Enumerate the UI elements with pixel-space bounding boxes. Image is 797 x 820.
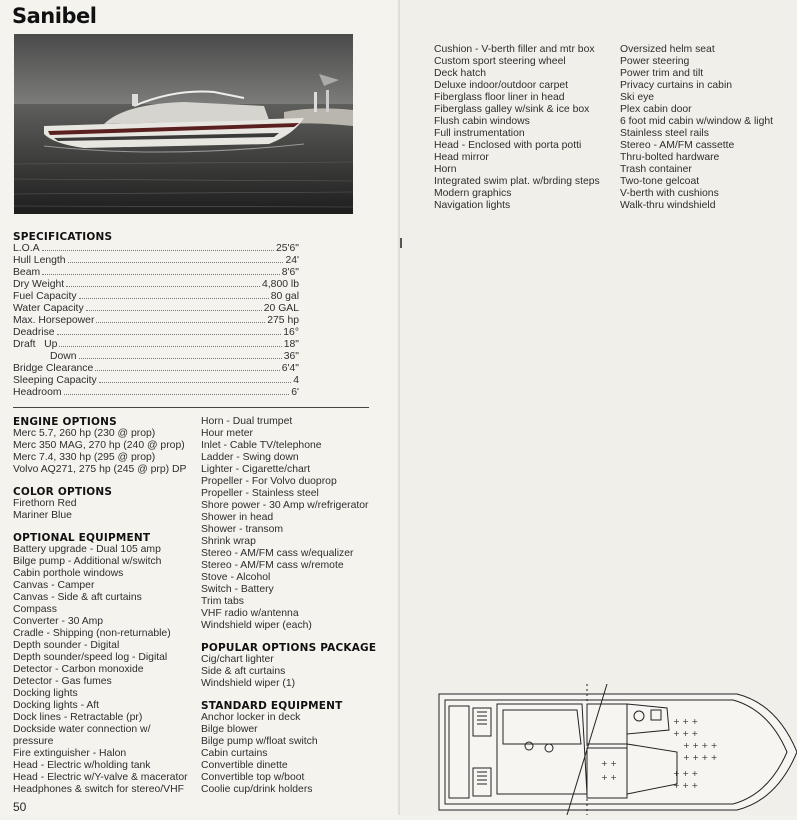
optional-item: Battery upgrade - Dual 105 amp [13, 544, 161, 555]
leader-dots [79, 358, 282, 359]
boat-photo [14, 34, 353, 214]
specifications-heading: SPECIFICATIONS [13, 231, 113, 243]
popular-option: Windshield wiper (1) [201, 678, 296, 689]
optional-item: pressure [13, 736, 54, 747]
svg-text:+ +: + + [601, 773, 617, 782]
standard-item: Full instrumentation [434, 128, 525, 139]
standard-item: Stainless steel rails [620, 128, 709, 139]
standard-item: Fiberglass floor liner in head [434, 92, 565, 103]
optional-item: Cradle - Shipping (non-returnable) [13, 628, 171, 639]
optional-item: Headphones & switch for stereo/VHF [13, 784, 184, 795]
standard-item: Power trim and tilt [620, 68, 704, 79]
spec-row [13, 243, 299, 255]
spec-label: Water Capacity [13, 303, 84, 314]
standard-equipment-heading: STANDARD EQUIPMENT [201, 700, 343, 712]
standard-item: Deck hatch [434, 68, 486, 79]
popular-option: Side & aft curtains [201, 666, 286, 677]
svg-text:+ + +: + + + [673, 781, 699, 790]
optional-item: Shore power - 30 Amp w/refrigerator [201, 500, 369, 511]
optional-item: Detector - Carbon monoxide [13, 664, 144, 675]
standard-equipment-column-2 [620, 44, 795, 212]
standard-item: Power steering [620, 56, 690, 67]
optional-item: Compass [13, 604, 57, 615]
leader-dots [42, 274, 280, 275]
spec-value: 16° [283, 327, 299, 338]
engine-option: Volvo AQ271, 275 hp (245 @ prp) DP [13, 464, 187, 475]
optional-item: Trim tabs [201, 596, 244, 607]
standard-item: Convertible dinette [201, 760, 288, 771]
deck-plan-illustration [437, 684, 797, 815]
standard-item: Head mirror [434, 152, 489, 163]
standard-item: Plex cabin door [620, 104, 692, 115]
optional-item: Cabin porthole windows [13, 568, 124, 579]
optional-item: Head - Electric w/holding tank [13, 760, 151, 771]
optional-item: Inlet - Cable TV/telephone [201, 440, 322, 451]
optional-item: Ladder - Swing down [201, 452, 299, 463]
standard-item: Flush cabin windows [434, 116, 530, 127]
spec-row [13, 267, 299, 279]
spec-row [13, 303, 299, 315]
standard-item: Anchor locker in deck [201, 712, 301, 723]
optional-item: Canvas - Camper [13, 580, 95, 591]
spec-value: 4,800 lb [262, 279, 299, 290]
spec-label: Max. Horsepower [13, 315, 95, 326]
spec-value: 275 hp [267, 315, 299, 326]
spec-row [13, 387, 299, 399]
optional-item: Detector - Gas fumes [13, 676, 112, 687]
optional-item: VHF radio w/antenna [201, 608, 299, 619]
spec-row [13, 315, 299, 327]
optional-item: Lighter - Cigarette/chart [201, 464, 311, 475]
spec-label: Bridge Clearance [13, 363, 94, 374]
spec-row [13, 255, 299, 267]
optional-item: Shower in head [201, 512, 274, 523]
page-number: 50 [13, 800, 27, 814]
spec-value: 36" [283, 351, 299, 362]
spec-label: Draft Up [13, 339, 58, 350]
color-options-heading: COLOR OPTIONS [13, 486, 113, 498]
svg-text:+ + + +: + + + + [683, 753, 718, 762]
standard-item: Convertible top w/boot [201, 772, 305, 783]
standard-equipment-column-1 [434, 44, 624, 212]
standard-item: Modern graphics [434, 188, 512, 199]
standard-item: Two-tone gelcoat [620, 176, 700, 187]
spec-value: 8'6" [281, 267, 299, 278]
spec-row [13, 339, 299, 351]
leader-dots [79, 298, 269, 299]
optional-item: Propeller - For Volvo duoprop [201, 476, 337, 487]
standard-item: Cabin curtains [201, 748, 268, 759]
optional-item: Shrink wrap [201, 536, 256, 547]
optional-item: Shower - transom [201, 524, 283, 535]
spec-row [13, 363, 299, 375]
optional-item: Canvas - Side & aft curtains [13, 592, 142, 603]
optional-item: Dock lines - Retractable (pr) [13, 712, 143, 723]
boat-photo-illustration [14, 34, 353, 214]
standard-item: Head - Enclosed with porta potti [434, 140, 582, 151]
spec-label: Beam [13, 267, 41, 278]
optional-item: Stove - Alcohol [201, 572, 271, 583]
standard-item: Deluxe indoor/outdoor carpet [434, 80, 569, 91]
standard-item: Horn [434, 164, 457, 175]
optional-item: Switch - Battery [201, 584, 274, 595]
standard-item: Custom sport steering wheel [434, 56, 566, 67]
leader-dots [59, 346, 281, 347]
leader-dots [95, 370, 279, 371]
leader-dots [64, 394, 290, 395]
standard-item: Walk-thru windshield [620, 200, 716, 211]
optional-item: Windshield wiper (each) [201, 620, 312, 631]
deck-plan-drawing [437, 684, 797, 815]
optional-equipment-heading: OPTIONAL EQUIPMENT [13, 532, 151, 544]
spec-value: 25'6" [275, 243, 299, 254]
standard-item: V-berth with cushions [620, 188, 719, 199]
engine-option: Merc 7.4, 330 hp (295 @ prop) [13, 452, 156, 463]
spec-label: L.O.A [13, 243, 40, 254]
optional-item: Horn - Dual trumpet [201, 416, 293, 427]
standard-item: Navigation lights [434, 200, 511, 211]
spec-label: Down [50, 351, 77, 362]
optional-item: Stereo - AM/FM cass w/equalizer [201, 548, 354, 559]
spec-value: 6'4" [281, 363, 299, 374]
leader-dots [68, 262, 284, 263]
spec-value: 80 gal [270, 291, 299, 302]
spec-row [13, 279, 299, 291]
spec-row [13, 291, 299, 303]
engine-option: Merc 350 MAG, 270 hp (240 @ prop) [13, 440, 185, 451]
left-page [0, 0, 400, 815]
popular-options-heading: POPULAR OPTIONS PACKAGE [201, 642, 377, 654]
standard-item: 6 foot mid cabin w/window & light [620, 116, 774, 127]
optional-item: Propeller - Stainless steel [201, 488, 319, 499]
spec-row [13, 375, 299, 387]
standard-item: Coolie cup/drink holders [201, 784, 313, 795]
specifications-table [13, 243, 299, 399]
spec-label: Dry Weight [13, 279, 65, 290]
leader-dots [86, 310, 262, 311]
spec-label: Headroom [13, 387, 62, 398]
standard-item: Fiberglass galley w/sink & ice box [434, 104, 590, 115]
optional-item: Converter - 30 Amp [13, 616, 104, 627]
optional-item: Head - Electric w/Y-valve & macerator [13, 772, 188, 783]
popular-option: Cig/chart lighter [201, 654, 274, 665]
spec-value: 20 GAL [263, 303, 299, 314]
optional-item: Fire extinguisher - Halon [13, 748, 127, 759]
options-column-2 [201, 416, 391, 796]
engine-options-heading: ENGINE OPTIONS [13, 416, 117, 428]
standard-item: Thru-bolted hardware [620, 152, 720, 163]
spec-label: Hull Length [13, 255, 66, 266]
standard-item: Stereo - AM/FM cassette [620, 140, 735, 151]
spec-value: 24' [285, 255, 299, 266]
svg-text:+ +: + + [601, 759, 617, 768]
svg-text:+ + +: + + + [673, 769, 699, 778]
optional-item: Depth sounder - Digital [13, 640, 120, 651]
optional-item: Dockside water connection w/ [13, 724, 151, 735]
standard-item: Bilge pump w/float switch [201, 736, 318, 747]
spec-value: 6' [291, 387, 299, 398]
optional-item: Depth sounder/speed log - Digital [13, 652, 168, 663]
leader-dots [66, 286, 260, 287]
standard-item: Bilge blower [201, 724, 258, 735]
spec-value: 4 [293, 375, 299, 386]
section-divider [13, 407, 369, 408]
leader-dots [96, 322, 265, 323]
svg-text:+ + + +: + + + + [683, 741, 718, 750]
standard-item: Cushion - V-berth filler and mtr box [434, 44, 595, 55]
leader-dots [42, 250, 274, 251]
standard-item: Integrated swim plat. w/brding steps [434, 176, 600, 187]
engine-option: Merc 5.7, 260 hp (230 @ prop) [13, 428, 156, 439]
spec-label: Deadrise [13, 327, 55, 338]
svg-text:+ + +: + + + [673, 729, 699, 738]
spec-label: Sleeping Capacity [13, 375, 97, 386]
spec-label: Fuel Capacity [13, 291, 77, 302]
spec-row [13, 351, 299, 363]
page-title: Sanibel [12, 4, 97, 28]
spec-value: 18" [283, 339, 299, 350]
spec-row [13, 327, 299, 339]
margin-mark [400, 238, 402, 248]
color-option: Firethorn Red [13, 498, 77, 509]
optional-item: Bilge pump - Additional w/switch [13, 556, 162, 567]
options-column-1 [13, 416, 203, 796]
svg-text:+ + +: + + + [673, 717, 699, 726]
standard-item: Trash container [620, 164, 692, 175]
color-option: Mariner Blue [13, 510, 72, 521]
leader-dots [57, 334, 282, 335]
leader-dots [99, 382, 291, 383]
optional-item: Hour meter [201, 428, 253, 439]
standard-item: Privacy curtains in cabin [620, 80, 733, 91]
optional-item: Stereo - AM/FM cass w/remote [201, 560, 344, 571]
right-page [400, 0, 797, 815]
standard-item: Ski eye [620, 92, 655, 103]
standard-item: Oversized helm seat [620, 44, 715, 55]
optional-item: Docking lights [13, 688, 78, 699]
optional-item: Docking lights - Aft [13, 700, 100, 711]
